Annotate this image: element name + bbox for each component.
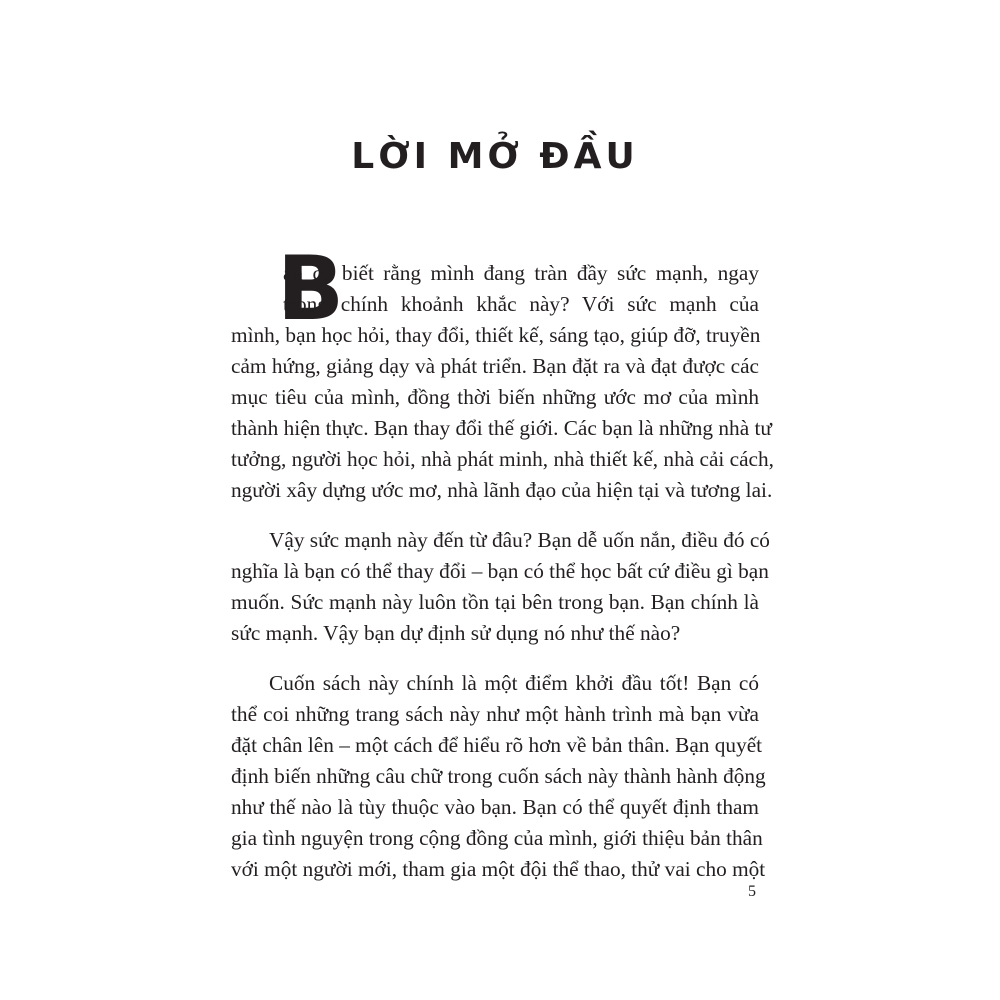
chapter-title: LỜI MỞ ĐẦU [351, 136, 639, 177]
text-line: đặt chân lên – một cách để hiểu rõ hơn về bản thân. Bạn quyết [231, 733, 763, 757]
paragraph [231, 668, 766, 885]
text-line: định biến những câu chữ trong cuốn sách này thành hành động [231, 764, 766, 788]
text-line: cảm hứng, giảng dạy và phát triển. Bạn đặt ra và đạt được các [231, 354, 759, 378]
paragraph [231, 525, 770, 649]
body-text [231, 258, 774, 885]
text-line: Cuốn sách này chính là một điểm khởi đầu tốt! Bạn có [269, 671, 759, 695]
paragraph-spacer [231, 649, 759, 668]
text-line: sức mạnh. Vậy bạn dự định sử dụng nó như thế nào? [231, 621, 681, 645]
text-line: mục tiêu của mình, đồng thời biến những ước mơ của mình [231, 385, 759, 409]
text-line: Vậy sức mạnh này đến từ đâu? Bạn dễ uốn nắn, điều đó có [269, 528, 770, 552]
text-line: muốn. Sức mạnh này luôn tồn tại bên trong bạn. Bạn chính là [231, 590, 759, 614]
text-line: gia tình nguyện trong cộng đồng của mình, giới thiệu bản thân [231, 826, 763, 850]
text-line: mình, bạn học hỏi, thay đổi, thiết kế, sáng tạo, giúp đỡ, truyền [231, 323, 761, 347]
text-line: với một người mới, tham gia một đội thể thao, thử vai cho một [231, 857, 766, 881]
drop-cap: B [277, 237, 345, 340]
text-line: thể coi những trang sách này như một hành trình mà bạn vừa [231, 702, 759, 726]
text-line: nghĩa là bạn có thể thay đổi – bạn có thể học bất cứ điều gì bạn [231, 559, 769, 583]
text-line: tưởng, người học hỏi, nhà phát minh, nhà thiết kế, nhà cải cách, [231, 447, 774, 471]
text-line: thành hiện thực. Bạn thay đổi thế giới. Các bạn là những nhà tư [231, 416, 772, 440]
text-line: trong chính khoảnh khắc này? Với sức mạnh của [283, 292, 759, 316]
text-line: ạn có biết rằng mình đang tràn đầy sức mạnh, ngay [283, 261, 759, 285]
text-line: người xây dựng ước mơ, nhà lãnh đạo của hiện tại và tương lai. [231, 478, 773, 502]
paragraph-spacer [231, 506, 759, 525]
page-number: 5 [748, 883, 756, 900]
paragraph [231, 258, 774, 506]
text-line: như thế nào là tùy thuộc vào bạn. Bạn có thể quyết định tham [231, 795, 759, 819]
